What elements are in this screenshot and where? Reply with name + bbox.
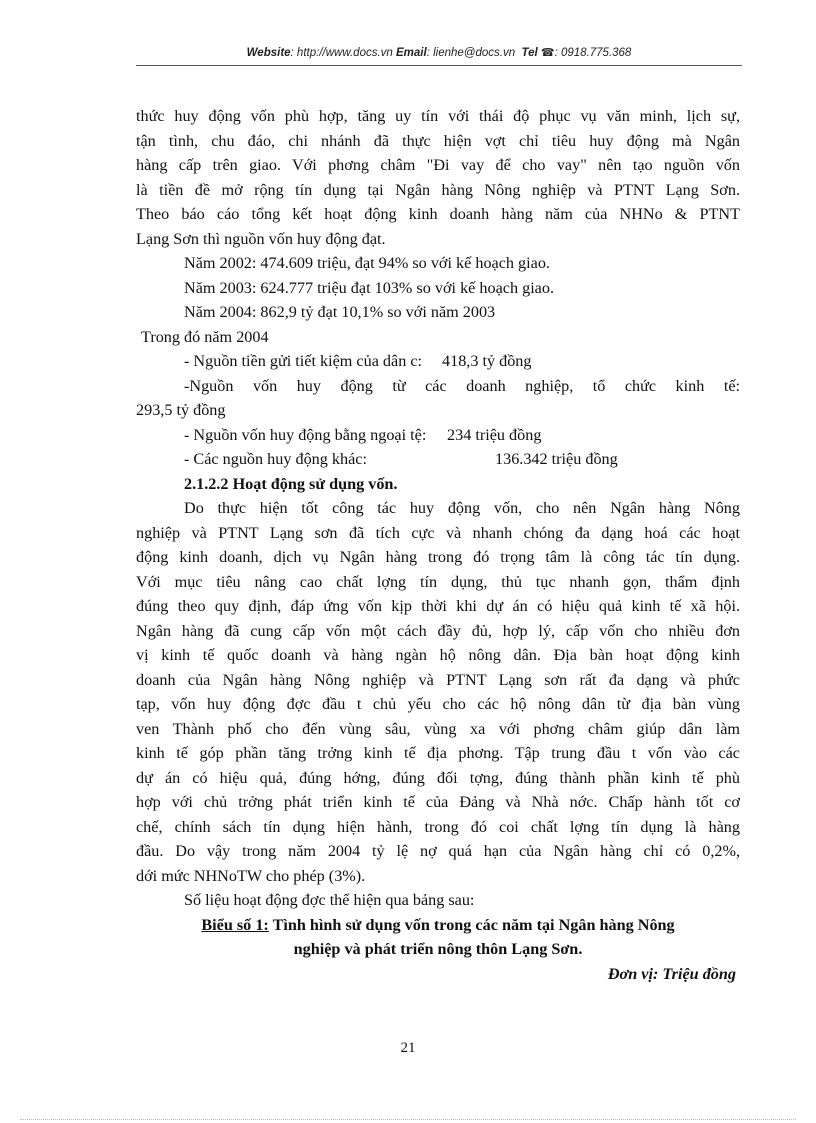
text-line: là tiền đề mở rộng tín dụng tại Ngân hàng Nông nghiệp và PTNT Lạng Sơn. <box>136 180 740 199</box>
text-line: Với mục tiêu nâng cao chất lợng tín dụng, thủ tục nhanh gọn, thẩm định <box>136 572 740 591</box>
trong-do-line: Trong đó năm 2004 <box>141 327 269 346</box>
text-line: đầu. Do vậy trong năm 2004 tỷ lệ nợ quá hạn của Ngân hàng chỉ có 0,2%, <box>136 842 740 860</box>
text-line: hợp với chủ trởng phát triển kinh tế của Đảng và Nhà nớc. Chấp hành tốt cơ <box>136 793 740 811</box>
text-line: dự án có hiệu quả, đúng hớng, đúng đối tợng, đúng thành phần kinh tế phù <box>136 768 740 787</box>
text-line: ven Thành phố cho đến vùng sâu, vùng xa với phơng châm giúp dân làm <box>136 719 740 738</box>
text-line: Do thực hiện tốt công tác huy động vốn, cho nên Ngân hàng Nông <box>184 499 740 517</box>
source-foreign-label: - Nguồn vốn huy động bằng ngoại tệ: <box>184 425 427 444</box>
website-url[interactable]: : http://www.docs.vn <box>290 47 393 59</box>
source-enterprise-line2: 293,5 tỷ đồng <box>136 401 226 419</box>
source-savings-label: - Nguồn tiền gửi tiết kiệm của dân c: <box>184 352 423 370</box>
tel-value: : 0918.775.368 <box>554 47 632 59</box>
year-line-2004: Năm 2004: 862,9 tỷ đạt 10,1% so với năm 2003 <box>184 303 496 321</box>
table-caption-line2: nghiệp và phát triển nông thôn Lạng Sơn. <box>293 940 583 958</box>
header-divider <box>136 65 742 66</box>
year-line-2003: Năm 2003: 624.777 triệu đạt 103% so với kế hoạch giao. <box>184 278 555 297</box>
text-line: Theo báo cáo tổng kết hoạt động kinh doanh hàng năm của NHNo & PTNT <box>136 205 740 223</box>
table-intro: Số liệu hoạt động đợc thể hiện qua bảng sau: <box>184 891 475 909</box>
page-bottom-border <box>20 1119 796 1120</box>
text-line: động kinh doanh, dịch vụ Ngân hàng trong đó trọng tâm là công tác tín dụng. <box>136 548 740 566</box>
phone-icon: ☎ <box>540 47 555 59</box>
page-number: 21 <box>400 1040 416 1056</box>
unit-label: Đơn vị: Triệu đồng <box>607 964 736 983</box>
text-line: doanh của Ngân hàng Nông nghiệp và PTNT Lạng sơn rất đa dạng và phức <box>136 670 740 689</box>
source-other-value: 136.342 triệu đồng <box>495 450 618 468</box>
email-value[interactable]: : lienhe@docs.vn <box>426 47 516 59</box>
year-line-2002: Năm 2002: 474.609 triệu, đạt 94% so với kế hoạch giao. <box>184 254 550 272</box>
text-line: tạp, vốn huy động đợc đầu t chủ yếu cho các hộ nông dân từ địa bàn vùng <box>136 695 740 713</box>
text-line: Ngân hàng đã cung cấp vốn một cách đầy đủ, hợp lý, cấp vốn cho nhiều đơn <box>136 621 740 640</box>
source-other-label: - Các nguồn huy động khác: <box>184 450 367 468</box>
source-foreign <box>136 423 740 448</box>
source-other <box>136 447 740 472</box>
table-caption-title: Tình hình sử dụng vốn trong các năm tại Ngân hàng Nông <box>268 915 675 934</box>
text-line: dới mức NHNoTW cho phép (3%). <box>136 866 366 885</box>
text-line: hàng cấp trên giao. Với phơng châm "Đi vay để cho vay" nên tạo nguồn vốn <box>136 156 740 174</box>
website-label: Website <box>246 47 291 59</box>
section-heading: 2.1.2.2 Hoạt động sử dụng vốn. <box>184 474 398 493</box>
text-line: tận tình, chu đáo, chi nhánh đã thực hiện vợt chỉ tiêu huy động mà Ngân <box>136 131 740 150</box>
table-caption-label: Biểu số 1: <box>201 915 269 934</box>
text-line: Lạng Sơn thì nguồn vốn huy động đạt. <box>136 229 386 248</box>
email-label: Email <box>396 47 427 59</box>
text-line: thức huy động vốn phù hợp, tăng uy tín với thái độ phục vụ văn minh, lịch sự, <box>136 107 740 125</box>
text-line: đúng theo quy định, đáp ứng vốn kịp thời khi dự án có hiệu quả kinh tế xã hội. <box>136 597 740 615</box>
text-line: nghiệp và PTNT Lạng sơn đã tích cực và nhanh chóng đa dạng hoá các hoạt <box>136 523 740 542</box>
page-header <box>136 46 742 59</box>
source-foreign-value: 234 triệu đồng <box>447 425 542 444</box>
source-enterprise-line1: -Nguồn vốn huy động từ các doanh nghiệp, tổ chức kinh tế: <box>184 376 740 395</box>
document-body <box>136 104 740 986</box>
tel-label: Tel <box>521 47 538 59</box>
text-line: vị kinh tế quốc doanh và hàng ngàn hộ nông dân. Địa bàn hoạt động kinh <box>136 646 740 664</box>
source-savings-value: 418,3 tỷ đồng <box>442 352 532 370</box>
table-caption-line1 <box>136 913 740 938</box>
text-line: kinh tế góp phần tăng trởng kinh tế địa phơng. Tập trung đầu t vốn vào các <box>136 744 740 762</box>
text-line: chế, chính sách tín dụng hiện hành, trong đó coi chất lợng tín dụng là hàng <box>136 817 740 836</box>
source-savings <box>136 349 740 374</box>
